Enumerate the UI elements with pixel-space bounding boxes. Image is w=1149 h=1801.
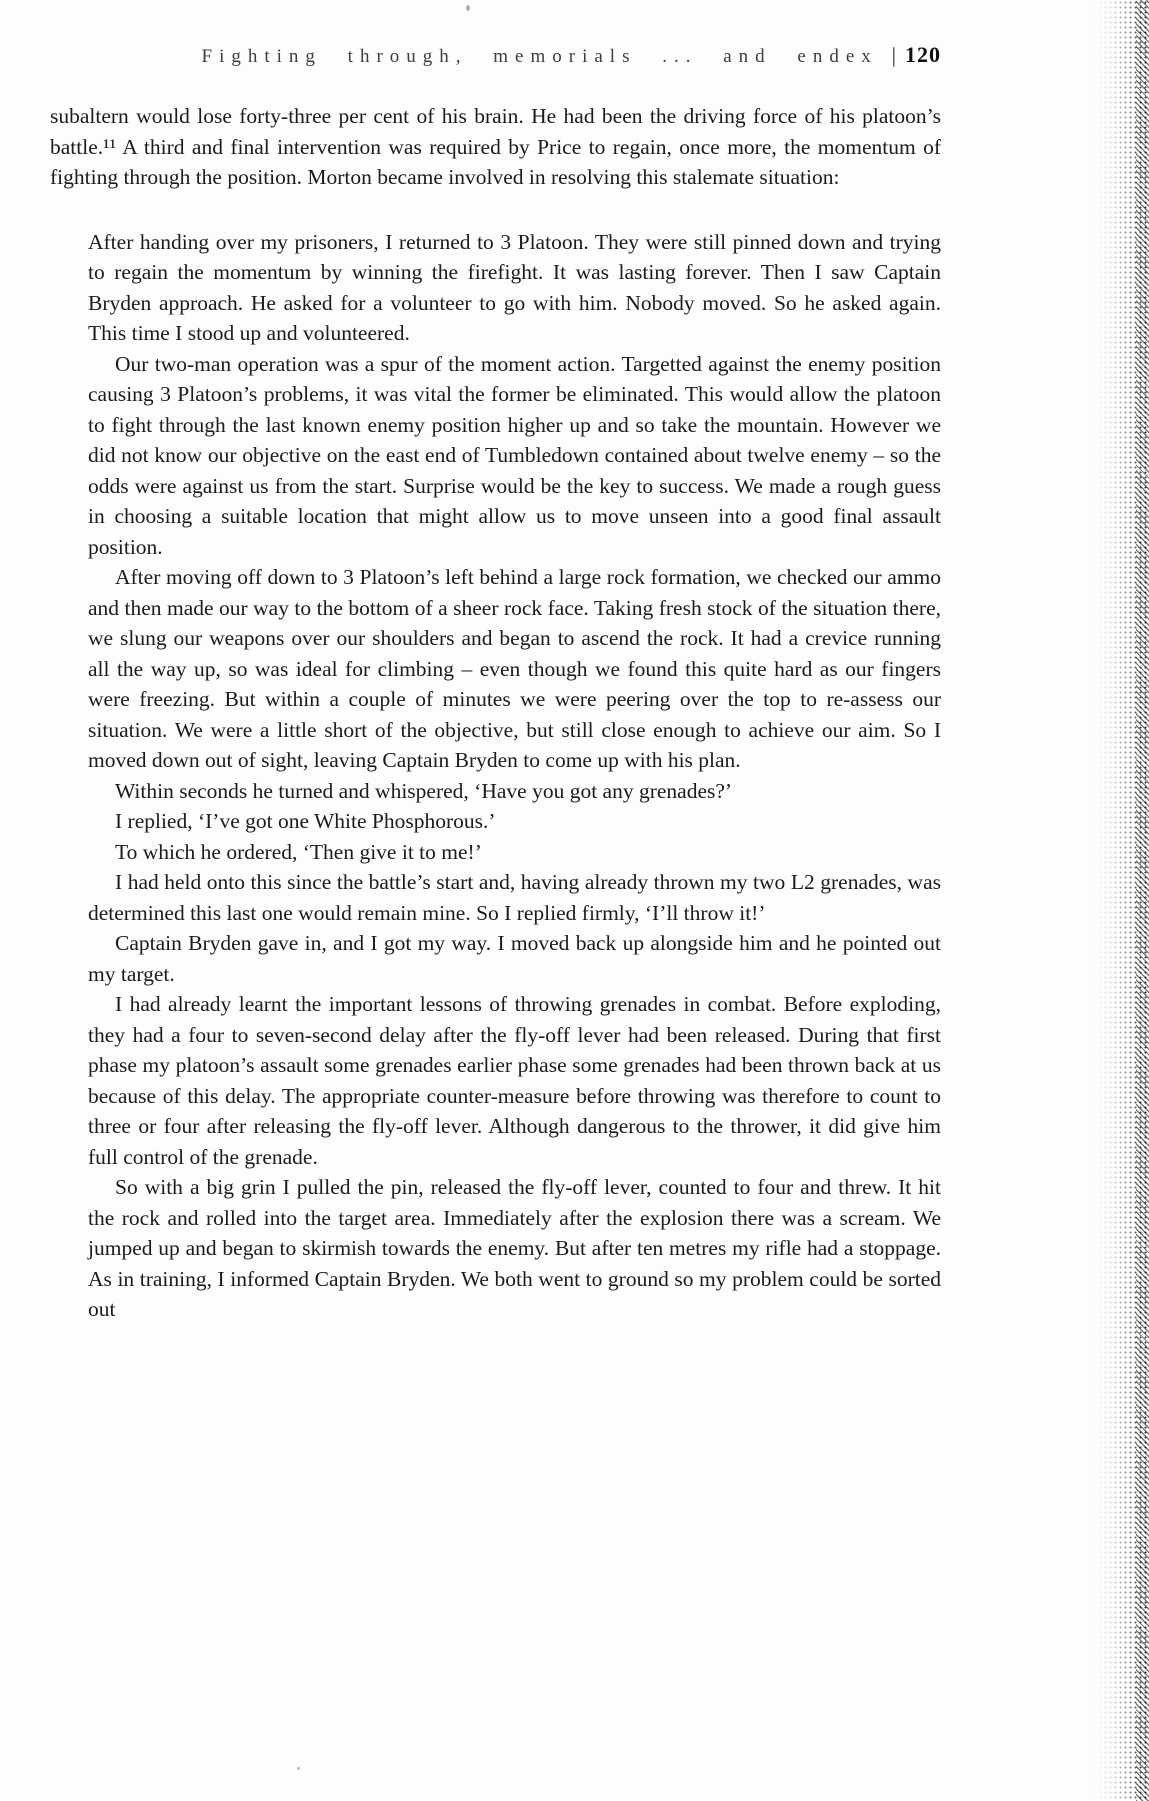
quote-paragraphs bbox=[88, 227, 941, 1325]
body-paragraph: subaltern would lose forty-three per cent of his brain. He had been the driving force of his platoon’s battle.¹¹ A third and final intervention was required by Price to regain, once more, the momentum of fighting through the position. Morton became involved in resolving this stalemate situation: bbox=[50, 104, 941, 189]
page-text-column bbox=[50, 101, 941, 1325]
running-head-title: Fighting through, memorials ... and endex bbox=[201, 46, 878, 67]
quote-paragraph: I had already learnt the important lessons of throwing grenades in combat. Before exploding, they had a four to seven-second delay after the fly-off lever had been released. During that first phase my platoon’s assault some grenades earlier phase some grenades had been thrown back at us because of this delay. The appropriate counter-measure before throwing was therefore to count to three or four after releasing the fly-off lever. Although dangerous to the thrower, it did give him full control of the grenade. bbox=[88, 992, 941, 1169]
scan-binding-shadow bbox=[1093, 0, 1149, 1801]
quote-paragraph: Within seconds he turned and whispered, ‘Have you got any grenades?’ bbox=[115, 778, 733, 803]
quote-paragraph: Our two-man operation was a spur of the moment action. Targetted against the enemy position causing 3 Platoon’s problems, it was vital the former be eliminated. This would allow the platoon to fight through the last known enemy position higher up and so take the mountain. However we did not know our objective on the east end of Tumbledown contained about twelve enemy – so the odds were against us from the start. Surprise would be the key to success. We made a rough guess in choosing a suitable location that might allow us to move unseen into a good final assault position. bbox=[88, 351, 941, 559]
lead-paragraphs bbox=[50, 101, 941, 193]
scan-speck bbox=[466, 5, 470, 11]
scan-speck bbox=[297, 1767, 300, 1770]
page-number: 120 bbox=[905, 42, 941, 67]
quote-paragraph: To which he ordered, ‘Then give it to me!’ bbox=[115, 839, 482, 864]
quote-paragraph: Captain Bryden gave in, and I got my way. I moved back up alongside him and he pointed out my target. bbox=[88, 931, 941, 986]
header-separator: | bbox=[891, 43, 896, 67]
running-head bbox=[50, 42, 941, 68]
quote-paragraph: After moving off down to 3 Platoon’s left behind a large rock formation, we checked our ammo and then made our way to the bottom of a sheer rock face. Taking fresh stock of the situation there, we slung our weapons over our shoulders and began to ascend the rock. It had a crevice running all the way up, so was ideal for climbing – even though we found this quite hard as our fingers were freezing. But within a couple of minutes we were peering over the top to re-assess our situation. We were a little short of the objective, but still close enough to achieve our aim. So I moved down out of sight, leaving Captain Bryden to come up with his plan. bbox=[88, 565, 941, 772]
quote-paragraph: So with a big grin I pulled the pin, released the fly-off lever, counted to four and threw. It hit the rock and rolled into the target area. Immediately after the explosion there was a scream. We jumped up and began to skirmish towards the enemy. But after ten metres my rifle had a stoppage. As in training, I informed Captain Bryden. We both went to ground so my problem could be sorted out bbox=[88, 1175, 941, 1321]
quote-paragraph: I had held onto this since the battle’s start and, having already thrown my two L2 grenades, was determined this last one would remain mine. So I replied firmly, ‘I’ll throw it!’ bbox=[88, 870, 941, 925]
quote-paragraph: I replied, ‘I’ve got one White Phosphorous.’ bbox=[115, 809, 496, 833]
quote-paragraph: After handing over my prisoners, I returned to 3 Platoon. They were still pinned down and trying to regain the momentum by winning the firefight. It was lasting forever. Then I saw Captain Bryden approach. He asked for a volunteer to go with him. Nobody moved. So he asked again. This time I stood up and volunteered. bbox=[88, 229, 941, 345]
block-quote bbox=[88, 227, 941, 1325]
